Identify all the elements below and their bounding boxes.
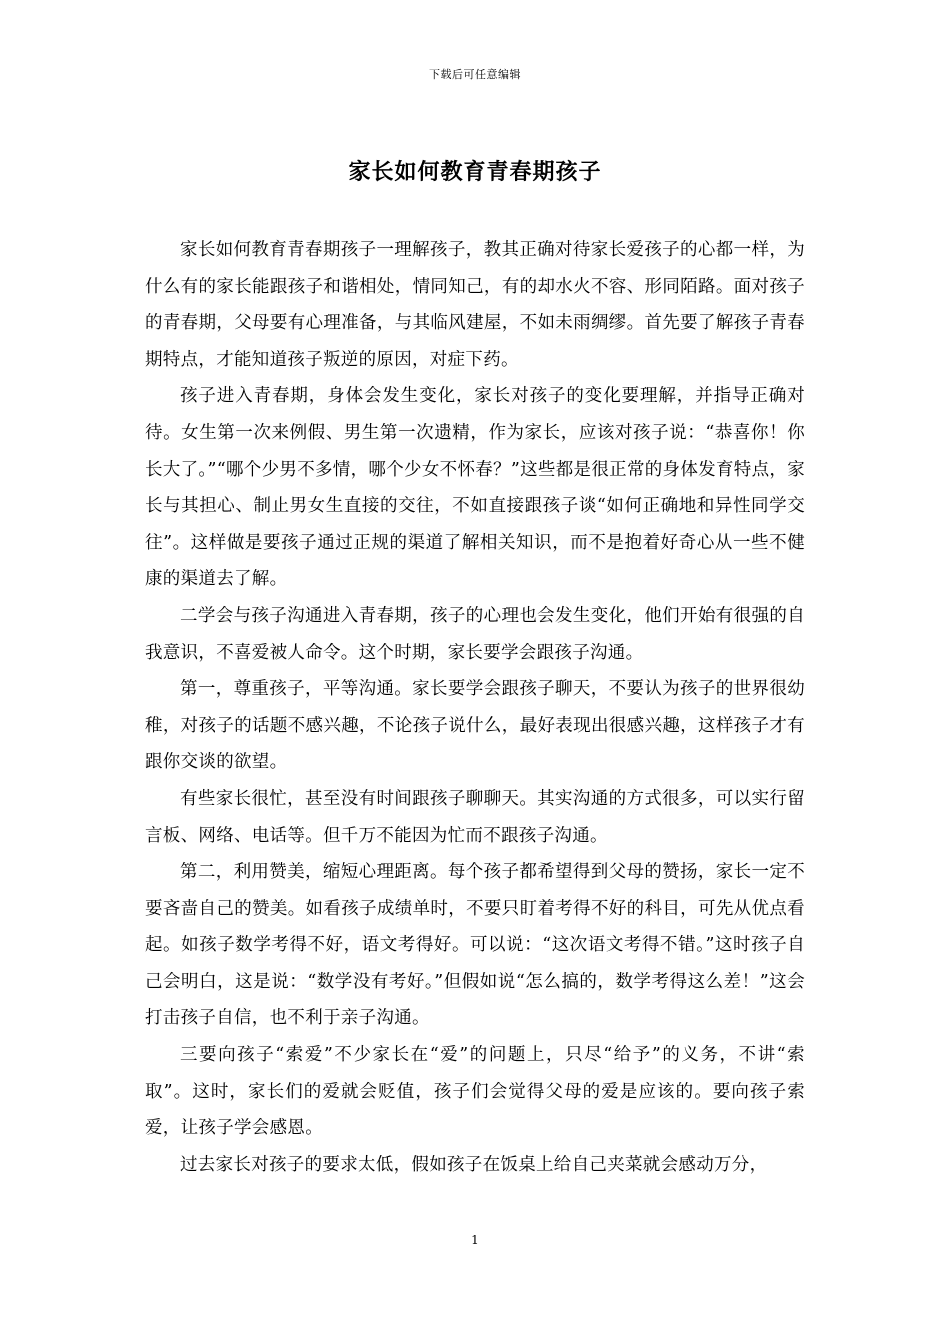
paragraph: 有些家长很忙，甚至没有时间跟孩子聊聊天。其实沟通的方式很多，可以实行留言板、网络、电话等。但千万不能因为忙而不跟孩子沟通。	[145, 788, 805, 846]
header-note: 下载后可任意编辑	[429, 68, 521, 81]
paragraph: 第二，利用赞美，缩短心理距离。每个孩子都希望得到父母的赞扬，家长一定不要吝啬自己的赞美。如看孩子成绩单时，不要只盯着考得不好的科目，可先从优点看起。如孩子数学考得不好，语文考得好。可以说：“这次语文考得不错。”这时孩子自己会明白，这是说：“数学没有考好。”但假如说“怎么搞的，数学考得这么差！”这会打击孩子自信，也不利于亲子沟通。	[145, 862, 805, 1029]
paragraph: 孩子进入青春期，身体会发生变化，家长对孩子的变化要理解，并指导正确对待。女生第一次来例假、男生第一次遗精，作为家长，应该对孩子说：“恭喜你！你长大了。”“哪个少男不多情，哪个少女不怀春？”这些都是很正常的身体发育特点，家长与其担心、制止男女生直接的交往，不如直接跟孩子谈“如何正确地和异性同学交往”。这样做是要孩子通过正规的渠道了解相关知识，而不是抱着好奇心从一些不健康的渠道去了解。	[145, 386, 805, 590]
page-number: 1	[471, 1233, 479, 1247]
paragraph: 第一，尊重孩子，平等沟通。家长要学会跟孩子聊天，不要认为孩子的世界很幼稚，对孩子的话题不感兴趣，不论孩子说什么，最好表现出很感兴趣，这样孩子才有跟你交谈的欲望。	[145, 679, 805, 773]
paragraph: 二学会与孩子沟通进入青春期，孩子的心理也会发生变化，他们开始有很强的自我意识，不喜爱被人命令。这个时期，家长要学会跟孩子沟通。	[145, 605, 805, 663]
document-title: 家长如何教育青春期孩子	[348, 159, 602, 185]
paragraph: 三要向孩子“索爱”不少家长在“爱”的问题上，只尽“给予”的义务，不讲“索取”。这时，家长们的爱就会贬值，孩子们会觉得父母的爱是应该的。要向孩子索爱，让孩子学会感恩。	[145, 1045, 805, 1139]
document-body	[145, 232, 805, 1183]
paragraph: 家长如何教育青春期孩子一理解孩子，教其正确对待家长爱孩子的心都一样，为什么有的家长能跟孩子和谐相处，情同知己，有的却水火不容、形同陌路。面对孩子的青春期，父母要有心理准备，与其临风建屋，不如未雨绸缪。首先要了解孩子青春期特点，才能知道孩子叛逆的原因，对症下药。	[145, 240, 805, 370]
paragraph: 过去家长对孩子的要求太低，假如孩子在饭桌上给自己夹菜就会感动万分，	[180, 1154, 768, 1175]
